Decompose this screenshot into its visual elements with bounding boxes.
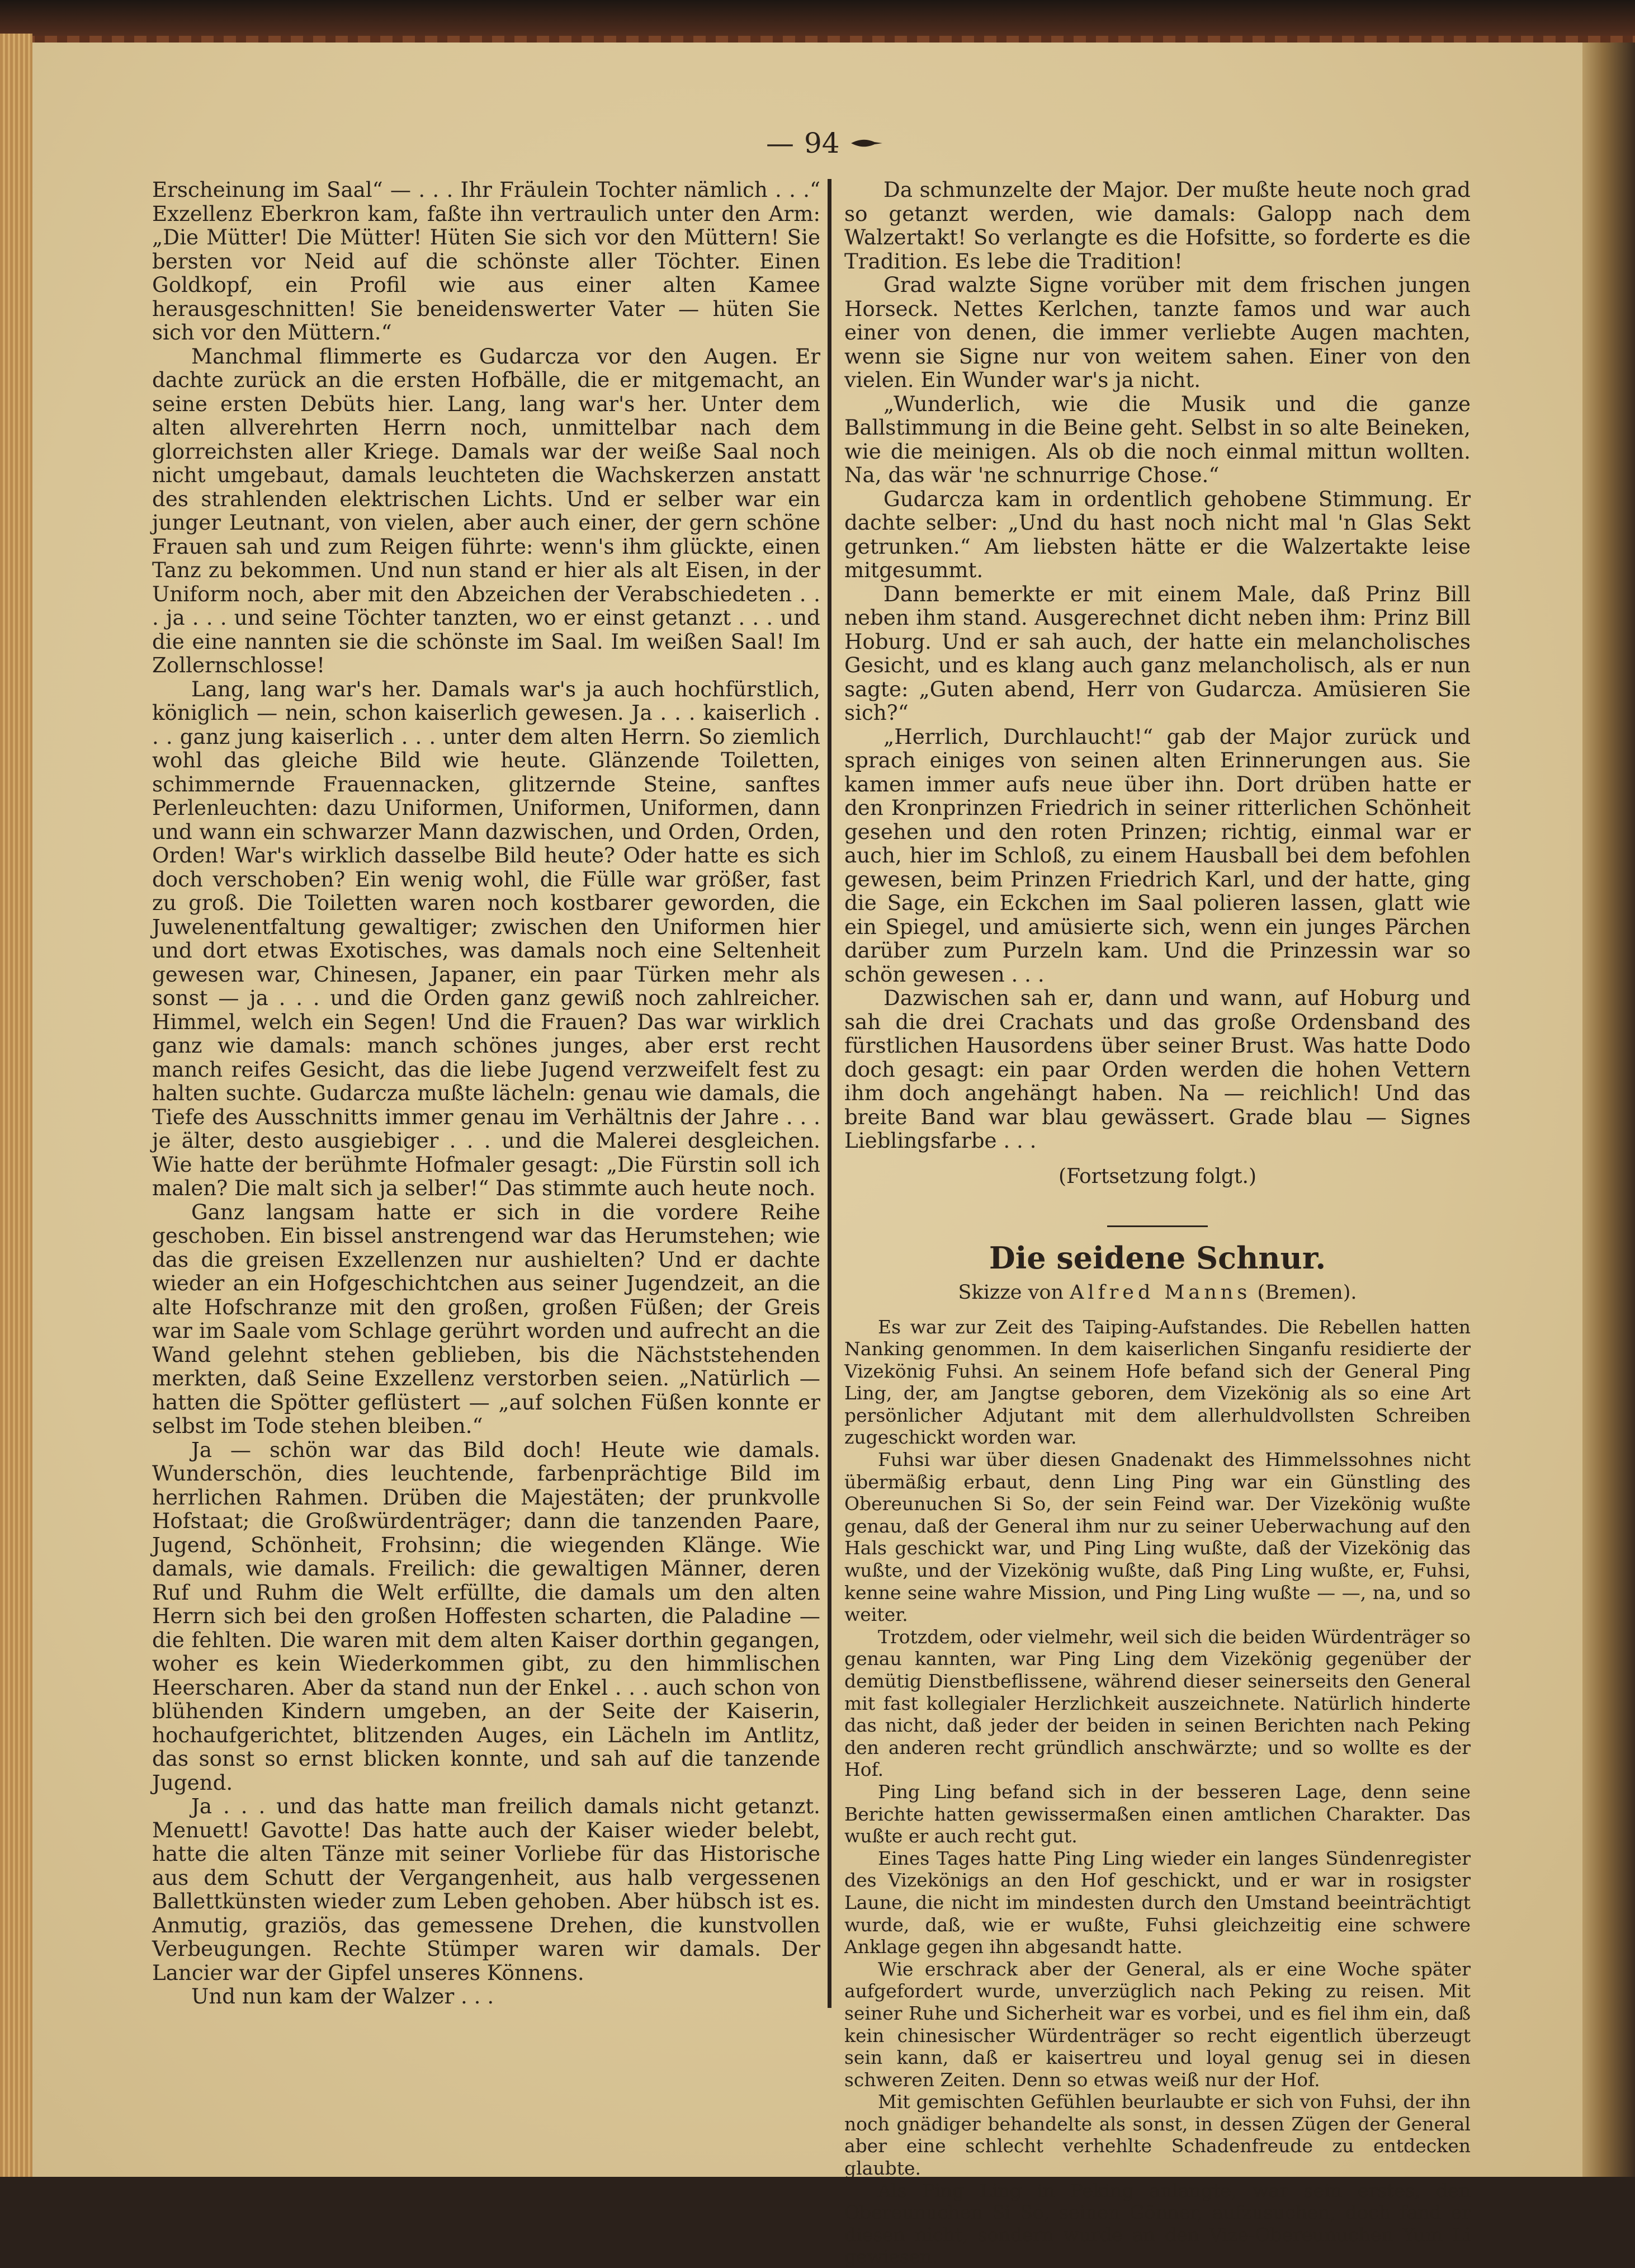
byline-prefix: Skizze von xyxy=(958,1281,1064,1304)
page-stack-edge xyxy=(0,34,32,2177)
page-shadow xyxy=(1582,43,1635,2177)
paragraph: Dazwischen sah er, dann und wann, auf Hoburg und sah die drei Crachats und das große Ordensband des fürstlichen Hausordens über seiner Brust. Was hatte Dodo doch gesagt: ein paar Orden werden die hohen Vettern ihm doch angehängt haben. Na — reichlich! Und das breite Band war blau gewässert. Grade blau — Signes Lieblingsfarbe . . . xyxy=(844,986,1471,1153)
header-dash: — xyxy=(766,127,794,159)
continuation-note: (Fortsetzung folgt.) xyxy=(844,1165,1471,1189)
paragraph: Ja . . . und das hatte man freilich damals nicht getanzt. Menuett! Gavotte! Das hatte auch der Kaiser wieder belebt, hatte die alten Tänze mit seiner Vorliebe für das Historische aus dem Schutt der Vergangenheit, aus halb vergessenen Ballettkünsten wieder zum Leben gehoben. Aber hübsch ist es. Anmutig, graziös, das gemessene Drehen, die kunstvollen Verbeugungen. Rechte Stümper waren wir damals. Der Lancier war der Gipfel unseres Könnens. xyxy=(152,1794,820,1984)
paragraph: Wie erschrack aber der General, als er eine Woche später aufgefordert wurde, unverzüglich nach Peking zu reisen. Mit seiner Ruhe und Sicherheit war es vorbei, und es fiel ihm ein, daß kein chinesischer Würdenträger so recht eigentlich überzeugt sein kann, daß er kaisertreu und loyal genug sei in diesen schweren Zeiten. Denn so etwas weiß nur der Hof. xyxy=(844,1958,1471,2091)
story-byline xyxy=(844,1281,1471,1305)
paragraph: Fuhsi war über diesen Gnadenakt des Himmelssohnes nicht übermäßig erbaut, denn Ling Ping war ein Günstling des Obereunuchen Si So, der sein Feind war. Der Vizekönig wußte genau, daß der General ihm nur zu seiner Ueberwachung auf den Hals geschickt war, und Ping Ling wußte, daß der Vizekönig das wußte, und der Vizekönig wußte, daß Ping Ling wußte, er, Fuhsi, kenne seine wahre Mission, und Ping Ling wußte — —, na, und so weiter. xyxy=(844,1449,1471,1626)
paragraph: Mit gemischten Gefühlen beurlaubte er sich von Fuhsi, der ihn noch gnädiger behandelte als sonst, in dessen Zügen der General aber eine schlecht verhehlte Schadenfreude zu entdecken glaubte. xyxy=(844,2091,1471,2179)
ornament-icon xyxy=(850,136,883,150)
paragraph: Als Ping Ling in Peking anlangte, war sein erstes, den Obereunuchen Si So, seinen Gönner, aufzusuchen, doch fand er diesen nicht, sondern wurde an den Vize-Obereunuchen Yum Li gewiesen. xyxy=(844,2180,1471,2268)
paragraph: Und nun kam der Walzer . . . xyxy=(152,1984,820,2008)
paragraph: Gudarcza kam in ordentlich gehobene Stimmung. Er dachte selber: „Und du hast noch nicht mal 'n Glas Sekt getrunken.“ Am liebsten hätte er die Walzertakte leise mitgesummt. xyxy=(844,487,1471,582)
paragraph: Trotzdem, oder vielmehr, weil sich die beiden Würdenträger so genau kannten, war Ping Ling dem Vizekönig gegenüber der demütig Dienstbeflissene, während dieser seinerseits den General mit fast kollegialer Herzlichkeit auszeichnete. Natürlich hinderte das nicht, daß jeder der beiden in seinen Berichten nach Peking den anderen recht gründlich anschwärzte; und so wollte es der Hof. xyxy=(844,1626,1471,1781)
left-column xyxy=(152,178,820,2024)
author-name: Alfred Manns xyxy=(1070,1281,1251,1304)
section-divider xyxy=(1107,1225,1208,1227)
paragraph: Manchmal flimmerte es Gudarcza vor den Augen. Er dachte zurück an die ersten Hofbälle, die er mitgemacht, an seine ersten Debüts hier. Lang, lang war's her. Unter dem alten allverehrten Herrn noch, unmittelbar nach dem glorreichsten aller Kriege. Damals war der weiße Saal noch nicht umgebaut, damals leuchteten die Wachskerzen anstatt des strahlenden elektrischen Lichts. Und er selber war ein junger Leutnant, von vielen, aber auch einer, der gern schöne Frauen sah und zum Reigen führte: wenn's ihm glückte, einen Tanz zu bekommen. Und nun stand er hier als alt Eisen, in der Uniform noch, aber mit den Abzeichen der Verabschiedeten . . . ja . . . und seine Töchter tanzten, wo er einst getanzt . . . und die eine nannten sie die schönste im Saal. Im weißen Saal! Im Zollernschlosse! xyxy=(152,345,820,677)
paragraph: Es war zur Zeit des Taiping-Aufstandes. Die Rebellen hatten Nanking genommen. In dem kaiserlichen Singanfu residierte der Vizekönig Fuhsi. An seinem Hofe befand sich der General Ping Ling, der, am Jangtse geboren, dem Vizekönig als so eine Art persönlicher Adjutant mit dem allerhuldvollsten Schreiben zugeschickt worden war. xyxy=(844,1316,1471,1449)
paragraph: Dann bemerkte er mit einem Male, daß Prinz Bill neben ihm stand. Ausgerechnet dicht neben ihm: Prinz Bill Hoburg. Und er sah auch, der hatte ein melancholisches Gesicht, und es klang auch ganz melancholisch, als er nun sagte: „Guten abend, Herr von Gudarcza. Amüsieren Sie sich?“ xyxy=(844,582,1471,725)
paragraph: Da schmunzelte der Major. Der mußte heute noch grad so getanzt werden, wie damals: Galopp nach dem Walzertakt! So verlangte es die Hofsitte, so forderte es die Tradition. Es lebe die Tradition! xyxy=(844,178,1471,273)
paragraph: Ganz langsam hatte er sich in die vordere Reihe geschoben. Ein bissel anstrengend war das Herumstehen; wie das die greisen Exzellenzen nur aushielten? Und er dachte wieder an ein Hofgeschichtchen aus seiner Jugendzeit, an die alte Hofschranze mit den großen, großen Füßen; der Greis war im Saale vom Schlage gerührt worden und aufrecht an die Wand gelehnt stehen geblieben, bis die Nächststehenden merkten, daß Seine Exzellenz verstorben seien. „Natürlich — hatten die Spötter geflüstert — „auf solchen Füßen konnte er selbst im Tode stehen bleiben.“ xyxy=(152,1200,820,1438)
paragraph: Grad walzte Signe vorüber mit dem frischen jungen Horseck. Nettes Kerlchen, tanzte famos und war auch einer von denen, die immer verliebte Augen machten, wenn sie Signe nur von weitem sahen. Einer von den vielen. Ein Wunder war's ja nicht. xyxy=(844,273,1471,392)
paragraph: Lang, lang war's her. Damals war's ja auch hochfürstlich, königlich — nein, schon kaiserlich gewesen. Ja . . . kaiserlich . . . ganz jung kaiserlich . . . unter dem alten Herrn. So ziemlich wohl das gleiche Bild wie heute. Glänzende Toiletten, schimmernde Frauennacken, glitzernde Steine, sanftes Perlenleuchten: dazu Uniformen, Uniformen, Uniformen, dann und wann ein schwarzer Mann dazwischen, und Orden, Orden, Orden! War's wirklich dasselbe Bild heute? Oder hatte es sich doch verschoben? Ein wenig wohl, die Fülle war größer, fast zu groß. Die Toiletten waren noch kostbarer geworden, die Juwelenentfaltung gewaltiger; zwischen den Uniformen hier und dort etwas Exotisches, was damals noch eine Seltenheit gewesen war, Chinesen, Japaner, ein paar Türken mehr als sonst — ja . . . und die Orden ganz gewiß noch zahlreicher. Himmel, welch ein Segen! Und die Frauen? Das war wirklich ganz wie damals: manch schönes junges, aber erst recht manch reifes Gesicht, das die liebe Jugend verzweifelt fest zu halten suchte. Gudarcza mußte lächeln: genau wie damals, die Tiefe des Ausschnitts immer genau im Verhältnis der Jahre . . . je älter, desto ausgiebiger . . . und die Malerei desgleichen. Wie hatte der berühmte Hofmaler gesagt: „Die Fürstin soll ich malen? Die malt sich ja selber!“ Das stimmte auch heute noch. xyxy=(152,677,820,1200)
right-column xyxy=(844,178,1471,2035)
author-origin: (Bremen). xyxy=(1257,1281,1357,1304)
paragraph: Eines Tages hatte Ping Ling wieder ein langes Sündenregister des Vizekönigs an den Hof geschickt, und er war in rosigster Laune, die nicht im mindesten durch den Umstand beeinträchtigt wurde, daß, wie er wußte, Fuhsi gleichzeitig eine schwere Anklage gegen ihn abgesandt hatte. xyxy=(844,1847,1471,1958)
story-body xyxy=(844,1316,1471,2268)
column-rule xyxy=(828,179,831,2008)
paragraph: „Herrlich, Durchlaucht!“ gab der Major zurück und sprach einiges von seinen alten Erinnerungen aus. Sie kamen immer aufs neue über ihn. Dort drüben hatte er den Kronprinzen Friedrich in seiner ritterlichen Schönheit gesehen und den roten Prinzen; richtig, einmal war er auch, hier im Schloß, zu einem Hausball bei dem befohlen gewesen, beim Prinzen Friedrich Karl, und der hatte, ging die Sage, ein Eckchen im Saal polieren lassen, glatt wie ein Spiegel, und amüsierte sich, wenn ein junges Pärchen darüber zum Purzeln kam. Und die Prinzessin war so schön gewesen . . . xyxy=(844,725,1471,987)
page-header xyxy=(766,121,911,166)
page-number: 94 xyxy=(804,127,840,159)
paragraph: Ja — schön war das Bild doch! Heute wie damals. Wunderschön, dies leuchtende, farbenprächtige Bild im herrlichen Rahmen. Drüben die Majestäten; der prunkvolle Hofstaat; die Großwürdenträger; dann die tanzenden Paare, Jugend, Schönheit, Frohsinn; die wiegenden Klänge. Wie damals, wie damals. Freilich: die gewaltigen Männer, deren Ruf und Ruhm die Welt erfüllte, die damals um den alten Herrn sich bei den großen Hoffesten scharten, die Paladine — die fehlten. Die waren mit dem alten Kaiser dorthin gegangen, woher es kein Wiederkommen gibt, zu den himmlischen Heerscharen. Aber da stand nun der Enkel . . . auch schon von blühenden Kindern umgeben, an der Seite der Kaiserin, hochaufgerichtet, blitzenden Auges, ein Lächeln im Antlitz, das sonst so ernst blicken konnte, und sah auf die tanzende Jugend. xyxy=(152,1438,820,1795)
paragraph: Ping Ling befand sich in der besseren Lage, denn seine Berichte hatten gewissermaßen einen amtlichen Charakter. Das wußte er auch recht gut. xyxy=(844,1781,1471,1847)
paragraph: Erscheinung im Saal“ — . . . Ihr Fräulein Tochter nämlich . . .“ Exzellenz Eberkron kam, faßte ihn vertraulich unter den Arm: „Die Mütter! Die Mütter! Hüten Sie sich vor den Müttern! Sie bersten vor Neid auf die schönste aller Töchter. Einen Goldkopf, ein Profil wie aus einer alten Kamee herausgeschnitten! Sie beneidenswerter Vater — hüten Sie sich vor den Müttern.“ xyxy=(152,178,820,345)
paragraph: „Wunderlich, wie die Musik und die ganze Ballstimmung in die Beine geht. Selbst in so alte Beineken, wie die meinigen. Als ob die noch einmal mittun wollten. Na, das wär 'ne schnurrige Chose.“ xyxy=(844,392,1471,487)
story-title: Die seidene Schnur. xyxy=(844,1238,1471,1277)
